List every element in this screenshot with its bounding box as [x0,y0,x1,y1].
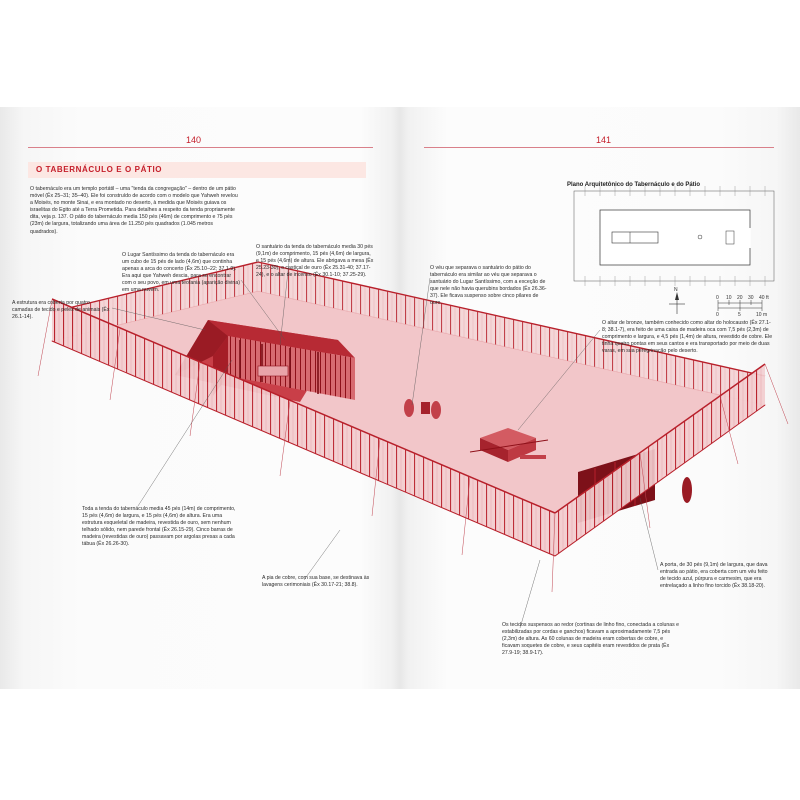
left-page-number: 140 [186,135,202,145]
annotation-curtains: Os tecidos suspensos ao redor (cortinas de linho fino, conectada a colunas e estabilizadas por cordas e ganchos) ficavam a aproximadamente 7,5 pés (2,3m) de altura. As 60 colunas de madeira eram cobertas de cobre, e ficavam soquetes de cobre, e seus capitéis eram revestidos de prata (Êx 27.9-19; 38.9-17). [502,622,680,657]
annotation-laver: A pia de cobre, com sua base, se destinava às lavagens cerimoniais (Êx 30.17-21; 38.8). [262,575,370,589]
annotation-sanctuary: O santuário da tenda do tabernáculo media 30 pés (9,1m) de comprimento, 15 pés (4,6m) de largura, e 15 pés (4,6m) de altura. Ele abrigava a mesa (Êx 25.23-30), o castiçal de ouro (Êx 25.31-40; 37.17-24), e o altar de incenso (Êx 30.1-10; 37.25-29). [256,244,374,279]
scale-feet-20: 20 [737,295,743,301]
scale-m-5: 5 [738,312,741,318]
intro-paragraph: O tabernáculo era um templo portátil – uma "tenda da congregação" – dentro de um pátio móvel (Êx 25–31; 35–40). Ele foi construído de acordo com o modelo que Yahweh revelou a Moisés, no monte Sinai, e era montado no deserto, à medida que Moisés guiava os israelitas do Egito até a Terra Prometida. Para detalhes a respeito da tenda propriamente dita, veja p. 137. O pátio do tabernáculo media 150 pés (46m) de comprimento e 75 pés (23m) de largura, totalizando uma área de 11.250 pés quadrados (1.045 metros quadrados). [30,186,238,235]
annotation-gate: A porta, de 30 pés (9,1m) de largura, que dava entrada ao pátio, era coberta com um véu feito de tecido azul, púrpura e carmesim, que era entrelaçado a linho fino torcido (Êx 38.18-20). [660,562,768,590]
floor-plan [574,191,774,281]
annotation-coverings: A estrutura era coberta por quatro camadas de tecido e peles de animais (Êx 26.1-14). [12,300,110,321]
scale-feet-30: 30 [748,295,754,301]
annotation-veil: O véu que separava o santuário do pátio do tabernáculo era similar ao véu que separava o santuário do Lugar Santíssimo, com a exceção de que nele não havia querubins bordados (Êx 26.36-37). Ele ficava suspenso sobre cinco pilares de ouro. [430,265,547,307]
plan-title: Plano Arquitetônico do Tabernáculo e do Pátio [567,182,701,188]
section-title: O TABERNÁCULO E O PÁTIO [28,162,366,178]
scale-bar [718,300,762,311]
scale-feet-10: 10 [726,295,732,301]
scale-feet-0: 0 [716,295,719,301]
annotation-frame: Toda a tenda do tabernáculo media 45 pés (14m) de comprimento, 15 pés (4,6m) de largura, e 15 pés (4,6m) de altura. Era uma estrutura esqueletal de madeira, revestida de ouro, sem nenhum telhado sólido, nem parede frontal (Êx 26.15-29). Cinco barras de madeira (revestidas de ouro) passavam por argolas presas a cada tábua (Êx 26.26-30). [82,506,236,548]
scale-m-0: 0 [716,312,719,318]
scale-feet-40: 40 ft [759,295,769,301]
annotation-holy-of-holies: O Lugar Santíssimo da tenda do tabernáculo era um cubo de 15 pés de lado (4,6m) que continha apenas a arca do concerto (Êx 25.10–22; 37.1-9). Era aqui que Yahweh descia, para se encontrar com o seu povo, em uma teofania (aparição divina) em uma nuvem. [122,252,240,294]
annotation-bronze-altar: O altar de bronze, também conhecido como altar do holocausto (Êx 27.1-8; 38.1-7), era feito de uma caixa de madeira oca com 7,5 pés (2,3m) de comprimento e largura, e 4,5 pés (1,4m) de altura, revestido de cobre. Ele tinha quatro pontas em seus cantos e era transportado por meio de duas varas, em sua peregrinação pelo deserto. [602,320,773,355]
north-arrow-icon [669,292,685,314]
north-label: N [674,287,678,293]
scale-m-10: 10 m [756,312,768,318]
right-page-number: 141 [596,135,612,145]
